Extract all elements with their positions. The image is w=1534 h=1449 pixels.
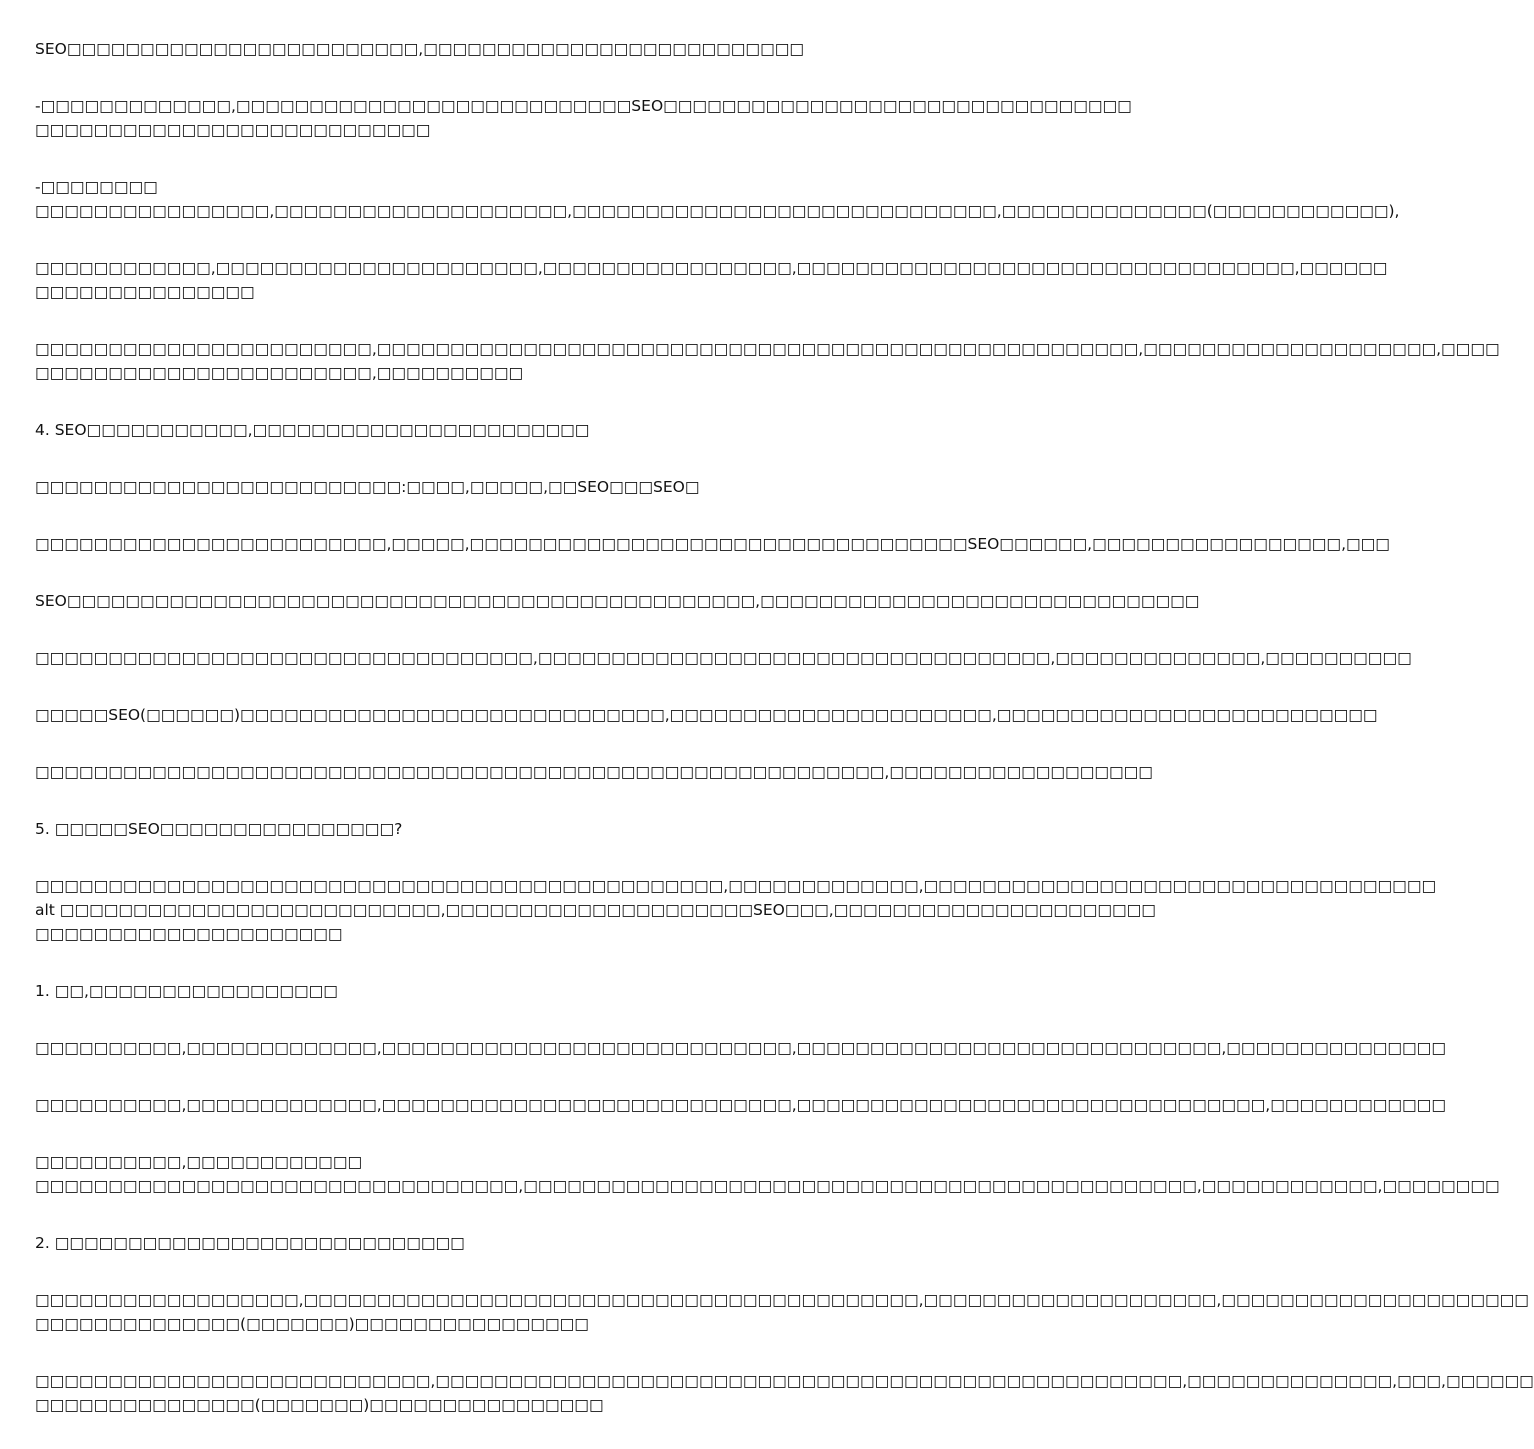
section-heading xyxy=(35,979,990,1003)
paragraph xyxy=(35,475,990,499)
paragraph xyxy=(35,1288,1529,1336)
paragraph xyxy=(35,37,990,61)
paragraph xyxy=(35,94,1132,142)
text-line: □□□□□□□□□□□□□□□ xyxy=(35,283,255,301)
paragraph xyxy=(35,1369,1534,1417)
text-line: □□□□□□□□□□□□□□□□□□□□□□□□□:□□□□,□□□□□,□□SEO□□□SEO□ xyxy=(35,478,700,496)
text-line: □□□□□□□□□□□□□□□□□□□□□ xyxy=(35,925,343,943)
text-line: □□□□□□□□□□□□□□(□□□□□□□)□□□□□□□□□□□□□□□□ xyxy=(35,1315,589,1333)
text-line: □□□□□□□□□□□□□□□□□□□□□□□□□□□□□□□□□□□□□□□□□□□□□□□□□□□□□□□□□□,□□□□□□□□□□□□□□□□□□ xyxy=(35,763,1153,781)
text-line: □□□□□□□□□□□□□□□□□□□□□□□,□□□□□□□□□□ xyxy=(35,364,524,382)
document-page xyxy=(35,37,1534,1437)
paragraph xyxy=(35,337,1500,385)
paragraph xyxy=(35,175,1400,223)
text-line: □□□□□□□□□□□□□□□(□□□□□□□)□□□□□□□□□□□□□□□□ xyxy=(35,1396,604,1414)
text-line: -□□□□□□□□□□□□□,□□□□□□□□□□□□□□□□□□□□□□□□□□□SEO□□□□□□□□□□□□□□□□□□□□□□□□□□□□□□□□ xyxy=(35,97,1132,115)
paragraph xyxy=(35,256,1388,304)
section-heading xyxy=(35,1231,990,1255)
text-line: □□□□□□□□□□□□□□□□□□□□□□□□□□□□□□□□□□□□□□□□□□□□□□□,□□□□□□□□□□□□□,□□□□□□□□□□□□□□□□□□□□□□□□□□□□□□□□□□□ xyxy=(35,877,1437,895)
text-line: □□□□□□□□□□□□□□□□□□□□□□□□□□□□□□□□□,□□□□□□□□□□□□□□□□□□□□□□□□□□□□□□□□□□□□□□□□□□□□□□,□□□□□□□□□□□□,□□□□□□□□ xyxy=(35,1177,1500,1195)
paragraph xyxy=(35,1150,1500,1198)
text-line: SEO□□□□□□□□□□□□□□□□□□□□□□□□,□□□□□□□□□□□□□□□□□□□□□□□□□□ xyxy=(35,40,804,58)
text-line: alt □□□□□□□□□□□□□□□□□□□□□□□□□□,□□□□□□□□□□□□□□□□□□□□□SEO□□□,□□□□□□□□□□□□□□□□□□□□□□ xyxy=(35,901,1156,919)
text-line: □□□□□□□□□□□□□□□□□□□□□□□,□□□□□□□□□□□□□□□□□□□□□□□□□□□□□□□□□□□□□□□□□□□□□□□□□□□□,□□□□□□□□□□□□□□□□□□□□,□□□□ xyxy=(35,340,1500,358)
text-line: □□□□□□□□□□□□□□□□□□□□□□□□□□□ xyxy=(35,121,431,139)
text-line: □□□□□□□□□□□□□□□□□□□□□□□□,□□□□□,□□□□□□□□□□□□□□□□□□□□□□□□□□□□□□□□□□SEO□□□□□□,□□□□□□□□□□□□□□□□□,□□□ xyxy=(35,535,1390,553)
text-line: □□□□□□□□□□□□□□□□□□□□□□□□□□□□□□□□□□,□□□□□□□□□□□□□□□□□□□□□□□□□□□□□□□□□□□,□□□□□□□□□□□□□□,□□□□□□□□□□ xyxy=(35,649,1412,667)
paragraph xyxy=(35,646,1412,670)
text-line: -□□□□□□□□ xyxy=(35,178,158,196)
text-line: 2. □□□□□□□□□□□□□□□□□□□□□□□□□□□□ xyxy=(35,1234,465,1252)
text-line: SEO□□□□□□□□□□□□□□□□□□□□□□□□□□□□□□□□□□□□□□□□□□□□□□□,□□□□□□□□□□□□□□□□□□□□□□□□□□□□□□ xyxy=(35,592,1200,610)
section-heading xyxy=(35,418,990,442)
paragraph xyxy=(35,532,1390,556)
text-line: □□□□□□□□□□□□□□□□,□□□□□□□□□□□□□□□□□□□□,□□□□□□□□□□□□□□□□□□□□□□□□□□□□□,□□□□□□□□□□□□□□(□□□□□□□□□□□□), xyxy=(35,202,1400,220)
text-line: 1. □□,□□□□□□□□□□□□□□□□□ xyxy=(35,982,338,1000)
paragraph xyxy=(35,703,1378,727)
text-line: □□□□□□□□□□,□□□□□□□□□□□□□,□□□□□□□□□□□□□□□□□□□□□□□□□□□□,□□□□□□□□□□□□□□□□□□□□□□□□□□□□□,□□□□□□□□□□□□□□□ xyxy=(35,1039,1446,1057)
section-heading xyxy=(35,817,990,841)
text-line: □□□□□□□□□□□□,□□□□□□□□□□□□□□□□□□□□□□,□□□□□□□□□□□□□□□□□,□□□□□□□□□□□□□□□□□□□□□□□□□□□□□□□□□□,□□□□□□ xyxy=(35,259,1388,277)
text-line: 4. SEO□□□□□□□□□□□,□□□□□□□□□□□□□□□□□□□□□□□ xyxy=(35,421,590,439)
text-line: □□□□□□□□□□□□□□□□□□,□□□□□□□□□□□□□□□□□□□□□□□□□□□□□□□□□□□□□□□□□□,□□□□□□□□□□□□□□□□□□□□,□□□□□□□□□□□□□□□□□□□□□ xyxy=(35,1291,1529,1309)
paragraph xyxy=(35,760,1153,784)
text-line: □□□□□SEO(□□□□□□)□□□□□□□□□□□□□□□□□□□□□□□□□□□□□,□□□□□□□□□□□□□□□□□□□□□□,□□□□□□□□□□□□□□□□□□□□□□□□□□ xyxy=(35,706,1378,724)
paragraph xyxy=(35,1036,1446,1060)
text-line: □□□□□□□□□□,□□□□□□□□□□□□□,□□□□□□□□□□□□□□□□□□□□□□□□□□□□,□□□□□□□□□□□□□□□□□□□□□□□□□□□□□□□□,□□□□□□□□□□□□ xyxy=(35,1096,1446,1114)
text-line: □□□□□□□□□□,□□□□□□□□□□□□ xyxy=(35,1153,363,1171)
text-line: 5. □□□□□SEO□□□□□□□□□□□□□□□□? xyxy=(35,820,403,838)
paragraph xyxy=(35,874,1437,946)
text-line: □□□□□□□□□□□□□□□□□□□□□□□□□□□,□□□□□□□□□□□□□□□□□□□□□□□□□□□□□□□□□□□□□□□□□□□□□□□□□□□,□□□□□□□□□□□□□□,□□□,□□□□□□ xyxy=(35,1372,1534,1390)
paragraph xyxy=(35,1093,1446,1117)
paragraph xyxy=(35,589,1200,613)
